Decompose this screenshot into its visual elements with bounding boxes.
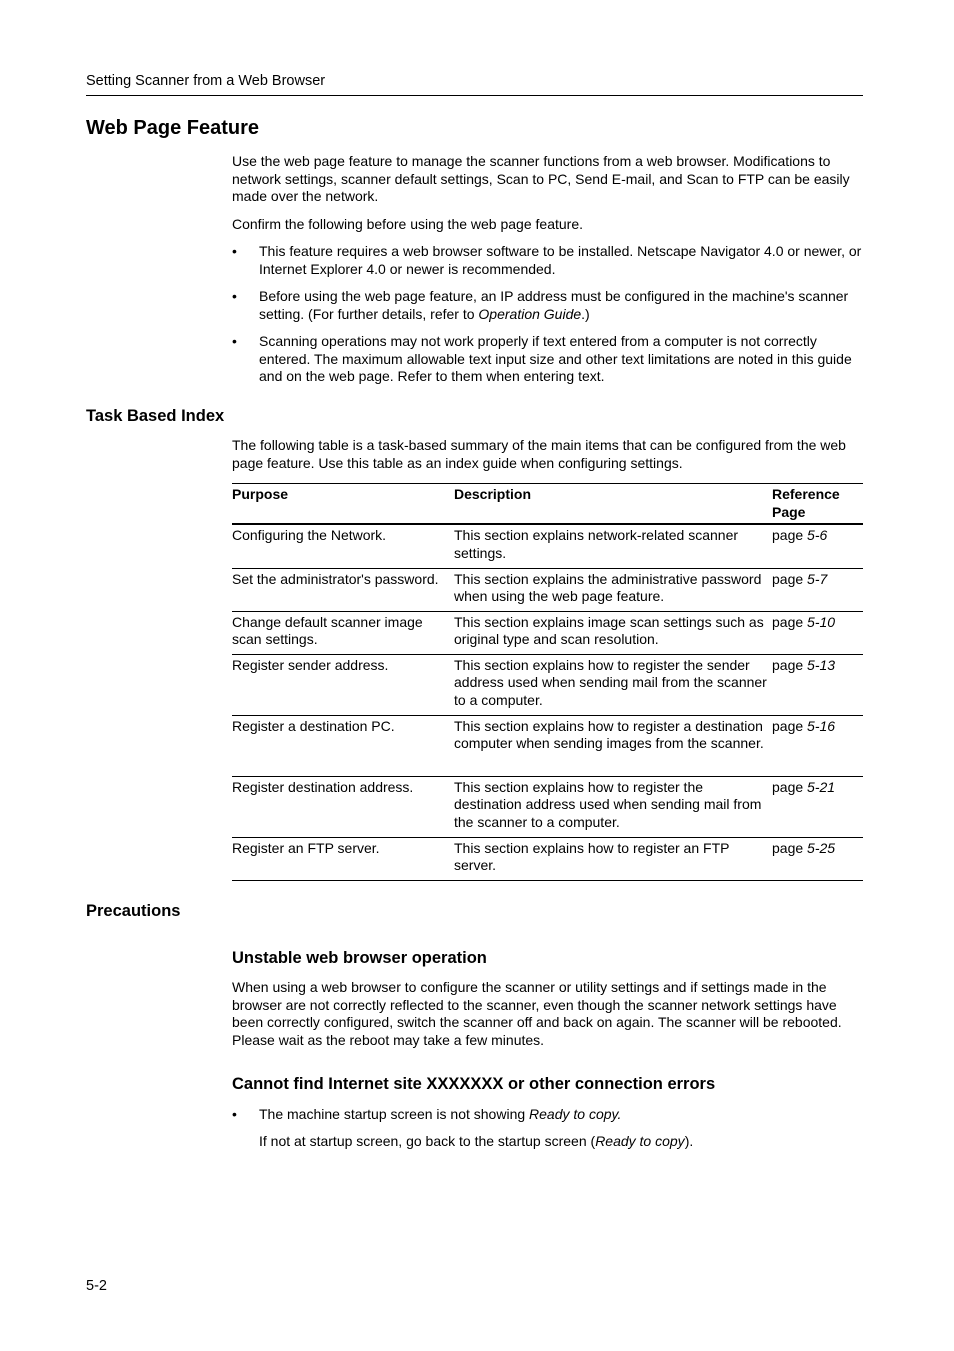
table-row	[232, 524, 863, 568]
description-cell: This section explains how to register the sender address used when sending mail from the scanner to a computer.	[454, 654, 772, 715]
web-page-feature-intro: Use the web page feature to manage the scanner functions from a web browser. Modifications to network settings, scanner default settings, Scan to PC, Send E-mail, and Scan to FTP can be easily made over the network.	[232, 153, 850, 204]
reference-cell: page 5-6	[772, 524, 863, 568]
purpose-cell: Register an FTP server.	[232, 839, 380, 856]
table-row	[232, 611, 863, 654]
column-header-description: Description	[454, 484, 772, 525]
purpose-cell: Register sender address.	[232, 654, 454, 715]
reference-cell: page 5-13	[772, 654, 863, 715]
table-header-row	[232, 484, 863, 525]
bullet-icon: •	[232, 243, 237, 259]
section-title-task-based-index: Task Based Index	[86, 407, 225, 425]
purpose-cell: Set the administrator's password.	[232, 568, 454, 611]
column-header-reference-page: Reference Page	[772, 484, 863, 525]
bullet-text: Scanning operations may not work properly if text entered from a computer is not correctly entered. The maximum allowable text input size and other text limitations are noted in this guide and on the web page. Refer to them when entering text.	[259, 333, 852, 384]
purpose-cell: Register destination address.	[232, 776, 454, 837]
purpose-cell: Register a destination PC.	[232, 715, 454, 776]
section-title-web-page-feature: Web Page Feature	[86, 117, 260, 139]
bullet-icon: •	[232, 333, 237, 349]
purpose-cell: Configuring the Network.	[232, 524, 454, 568]
bullet-icon: •	[232, 288, 237, 304]
section-title-precautions: Precautions	[86, 902, 181, 920]
subsection-title-cannot-find: Cannot find Internet site XXXXXXX or other connection errors	[232, 1075, 716, 1093]
table-row	[232, 776, 863, 837]
bullet-icon: •	[232, 1106, 237, 1122]
unstable-body: When using a web browser to configure the scanner or utility settings and if settings made in the browser are not correctly reflected to the scanner, even though the scanner network settings have been correctly configured, switch the scanner off and back on again. The scanner will be rebooted. Please wait as the reboot may take a few minutes.	[232, 979, 842, 1048]
table-row	[232, 568, 863, 611]
purpose-cell: Change default scanner image scan settings.	[232, 611, 454, 654]
subsection-title-unstable: Unstable web browser operation	[232, 949, 487, 967]
reference-cell: page 5-10	[772, 611, 863, 654]
description-cell: This section explains network-related scanner settings.	[454, 524, 772, 568]
task-index-table	[232, 483, 863, 881]
page-number: 5-2	[86, 1278, 107, 1294]
column-header-purpose: Purpose	[232, 484, 454, 525]
bullet-text: The machine startup screen is not showing Ready to copy.	[259, 1106, 622, 1122]
description-cell: This section explains how to register a destination computer when sending images from the scanner.	[454, 715, 772, 776]
reference-cell: page 5-7	[772, 568, 863, 611]
startup-screen-note: If not at startup screen, go back to the startup screen (Ready to copy).	[259, 1133, 694, 1149]
table-row	[232, 715, 863, 776]
bullet-text: Before using the web page feature, an IP address must be configured in the machine's scanner setting. (For further details, refer to Operation Guide.)	[259, 288, 849, 322]
description-cell: This section explains how to register the destination address used when sending mail from the scanner to a computer.	[454, 776, 772, 837]
description-cell: This section explains image scan settings such as original type and scan resolution.	[454, 611, 772, 654]
description-cell: This section explains the administrative password when using the web page feature.	[454, 568, 772, 611]
description-cell: This section explains how to register an FTP server.	[454, 839, 730, 873]
bullet-text: This feature requires a web browser software to be installed. Netscape Navigator 4.0 or newer, or Internet Explorer 4.0 or newer is recommended.	[259, 243, 862, 277]
reference-cell: page 5-25	[772, 839, 836, 856]
running-header: Setting Scanner from a Web Browser	[86, 73, 326, 89]
reference-cell: page 5-21	[772, 776, 863, 837]
table-row	[232, 837, 863, 880]
task-based-index-intro: The following table is a task-based summary of the main items that can be configured from the web page feature. Use this table as an index guide when configuring settings.	[232, 437, 846, 471]
confirm-text: Confirm the following before using the web page feature.	[232, 216, 583, 232]
header-divider	[86, 95, 863, 96]
reference-cell: page 5-16	[772, 715, 863, 776]
table-row	[232, 654, 863, 715]
